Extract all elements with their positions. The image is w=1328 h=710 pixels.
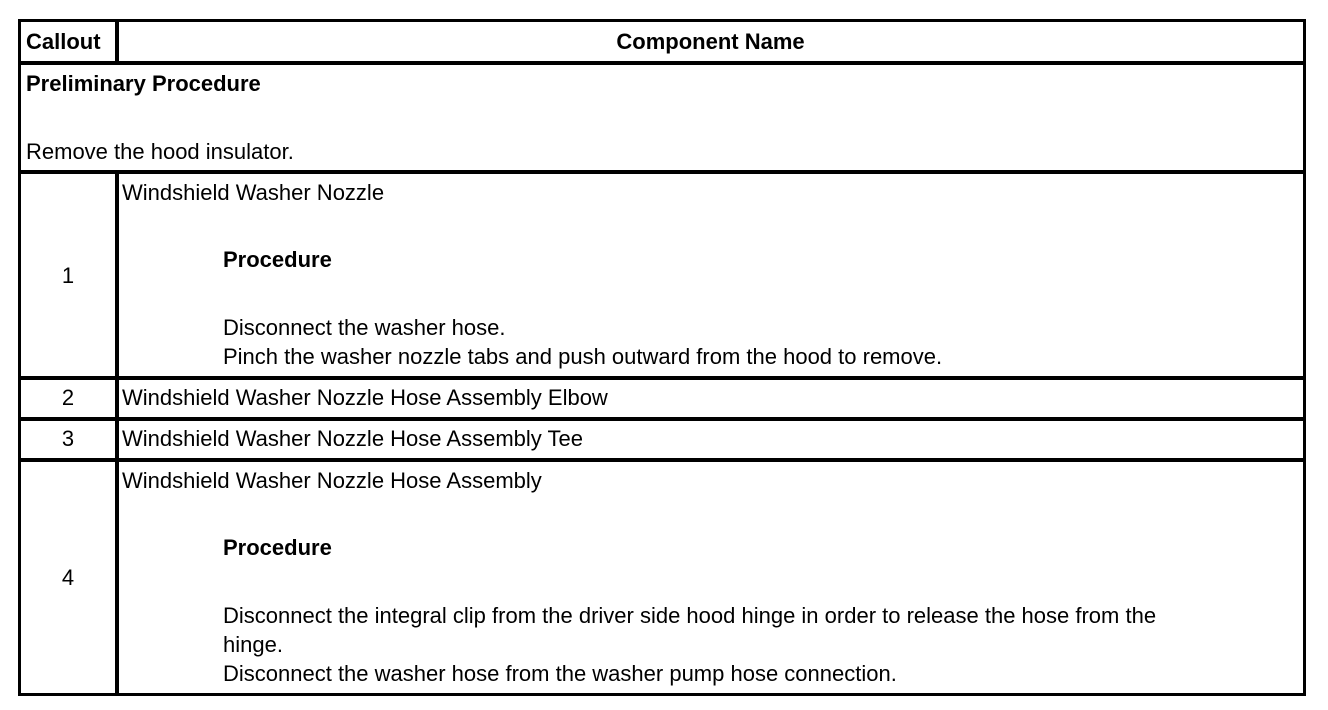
- callout-number: 2: [61, 385, 75, 410]
- callout-number: 3: [61, 426, 75, 451]
- component-table: [18, 19, 1306, 696]
- component-name: Windshield Washer Nozzle Hose Assembly Tee: [122, 426, 583, 451]
- row-divider: [21, 376, 1303, 380]
- header-callout: Callout: [26, 29, 101, 54]
- callout-number: 4: [61, 565, 75, 590]
- column-divider: [115, 170, 119, 693]
- procedure-step: Disconnect the washer hose from the washer pump hose connection.: [223, 661, 897, 686]
- preliminary-title: Preliminary Procedure: [26, 71, 261, 96]
- callout-number: 1: [61, 263, 75, 288]
- row-divider: [21, 458, 1303, 462]
- preliminary-text: Remove the hood insulator.: [26, 139, 294, 164]
- row-divider: [21, 61, 1303, 65]
- procedure-label: Procedure: [223, 535, 332, 560]
- row-divider: [21, 170, 1303, 174]
- procedure-step: hinge.: [223, 632, 283, 657]
- component-name: Windshield Washer Nozzle Hose Assembly: [122, 468, 542, 493]
- procedure-step: Pinch the washer nozzle tabs and push outward from the hood to remove.: [223, 344, 943, 369]
- procedure-step: Disconnect the integral clip from the driver side hood hinge in order to release the hose from the: [223, 603, 1157, 628]
- header-component-name: Component Name: [616, 29, 805, 54]
- component-name: Windshield Washer Nozzle: [122, 180, 385, 205]
- procedure-step: Disconnect the washer hose.: [223, 315, 506, 340]
- component-name: Windshield Washer Nozzle Hose Assembly Elbow: [122, 385, 608, 410]
- row-divider: [21, 417, 1303, 421]
- procedure-label: Procedure: [223, 247, 332, 272]
